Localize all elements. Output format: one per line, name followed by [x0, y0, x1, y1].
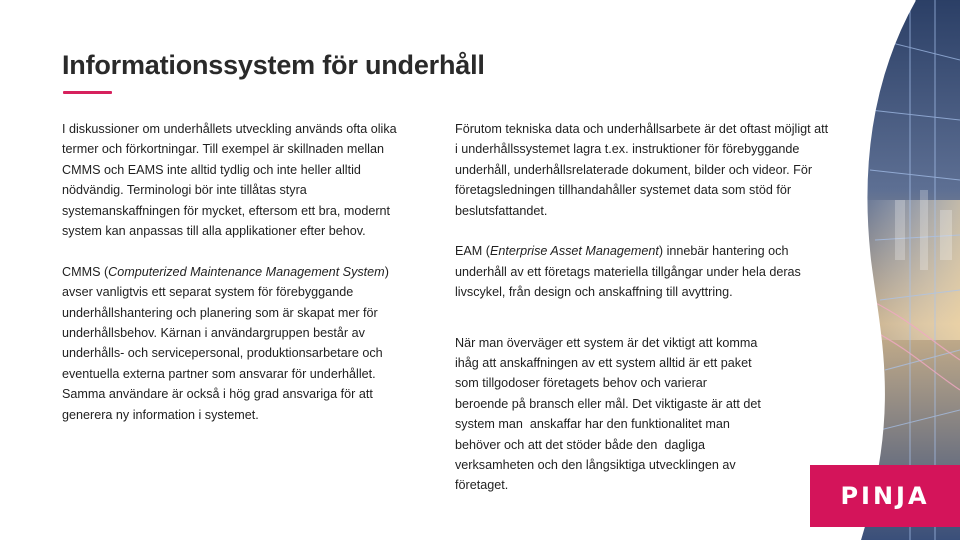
- text-line: underhåll, underhållsrelaterade dokument, bilder och videor. För: [455, 162, 813, 177]
- text-span: CMMS (: [62, 264, 109, 279]
- text-line: företagsledningen tillhandahåller systemet data som stöd för: [455, 183, 792, 198]
- text-span: EAM (: [455, 244, 490, 259]
- text-line: ihåg att anskaffningen av ett system alltid är ett paket: [455, 356, 752, 371]
- paragraph-technical-data: [455, 119, 865, 221]
- text-line: behöver och att det stöder både den dagliga: [455, 437, 705, 452]
- text-line: generera ny information i systemet.: [62, 407, 259, 422]
- text-line: system man anskaffar har den funktionalitet man: [455, 417, 730, 432]
- text-line: nödvändig. Terminologi bör inte tillåtas styra: [62, 183, 307, 198]
- text-line: beroende på bransch eller mål. Det viktigaste är att det: [455, 396, 761, 411]
- paragraph-cmms: [62, 262, 427, 425]
- eam-term: Enterprise Asset Management: [489, 244, 659, 259]
- text-line: underhålls- och servicepersonal, produktionsarbetare och: [62, 346, 383, 361]
- left-column: [62, 119, 427, 425]
- text-line: livscykel, från design och anskaffning till avyttring.: [455, 285, 733, 300]
- text-line: [62, 262, 427, 282]
- text-line: i underhållssystemet lagra t.ex. instruktioner för förebyggande: [455, 142, 800, 157]
- text-line: eventuella externa partner som ansvarar för underhållet.: [62, 366, 376, 381]
- text-line: systemanskaffningen för mycket, eftersom ett bra, modernt: [62, 203, 391, 218]
- text-line: Förutom tekniska data och underhållsarbete är det oftast möjligt att: [455, 122, 829, 136]
- text-line: termer och förkortningar. Till exempel är skillnaden mellan: [62, 142, 384, 157]
- right-column: [455, 119, 865, 496]
- paragraph-system-selection: [455, 333, 865, 496]
- text-line: som tillgodoser företagets behov och varierar: [455, 376, 708, 391]
- text-line: företaget.: [455, 478, 509, 493]
- text-line: verksamheten och den långsiktiga utvecklingen av: [455, 458, 736, 473]
- text-line: När man överväger ett system är det viktigt att komma: [455, 335, 758, 350]
- text-line: underhåll av ett företags materiella tillgångar under hela deras: [455, 264, 801, 279]
- cmms-term: Computerized Maintenance Management System: [108, 264, 385, 279]
- text-line: [455, 241, 865, 261]
- text-line: underhållshantering och planering som är skapat mer för: [62, 305, 378, 320]
- text-line: system kan anpassas till alla applikationer efter behov.: [62, 224, 366, 239]
- logo-text: PINJA: [840, 482, 930, 510]
- text-line: avser vanligtvis ett separat system för förebyggande: [62, 285, 354, 300]
- pinja-logo: [810, 465, 960, 527]
- text-span: ): [384, 264, 389, 279]
- text-line: Samma användare är också i hög grad ansvariga för att: [62, 387, 373, 402]
- page-title: Informationssystem för underhåll: [62, 50, 485, 80]
- paragraph-eam: [455, 241, 865, 302]
- text-line: CMMS och EAMS inte alltid tydlig och inte heller alltid: [62, 162, 361, 177]
- paragraph-terminology: [62, 119, 427, 241]
- text-line: I diskussioner om underhållets utveckling används ofta olika: [62, 122, 397, 136]
- text-span: ) innebär hantering och: [658, 244, 789, 259]
- text-line: beslutsfattandet.: [455, 203, 548, 218]
- text-line: underhållsbehov. Kärnan i användargruppen består av: [62, 326, 365, 341]
- title-underline: [63, 91, 112, 94]
